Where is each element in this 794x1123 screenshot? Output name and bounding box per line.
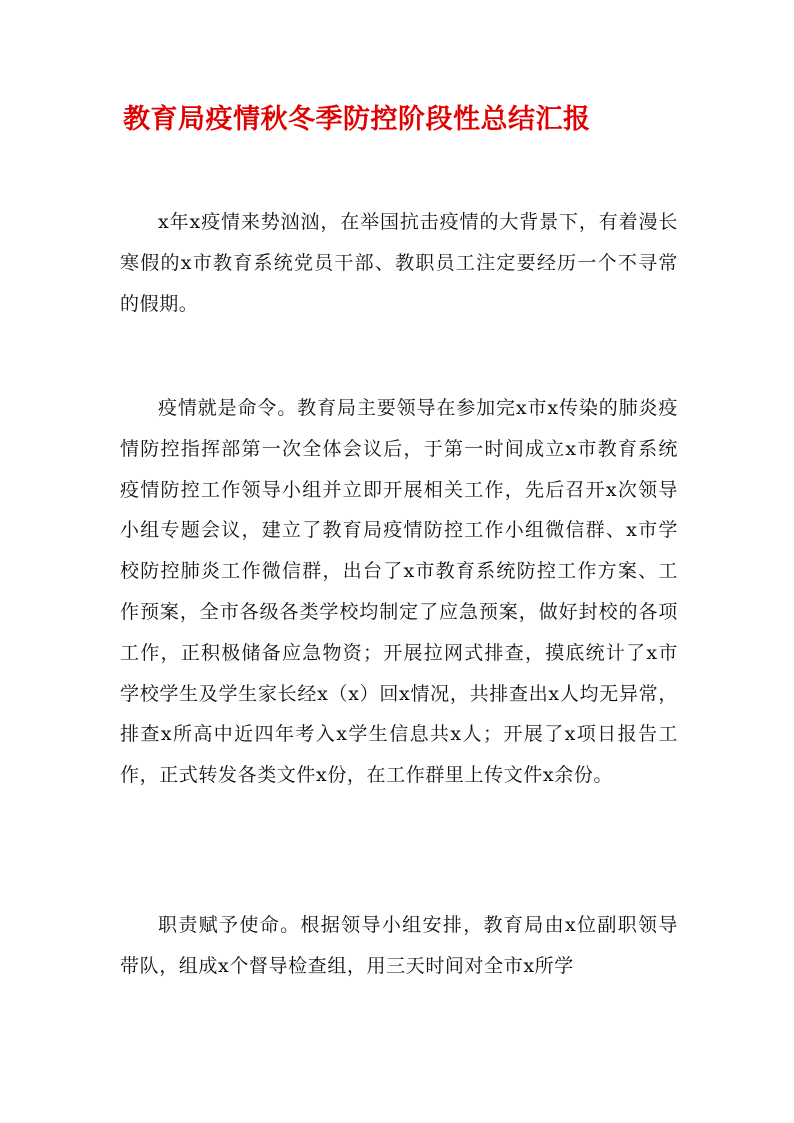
document-title: 教育局疫情秋冬季防控阶段性总结汇报: [123, 104, 591, 135]
paragraph-epidemic-command: 疫情就是命令。教育局主要领导在参加完x市x传染的肺炎疫情防控指挥部第一次全体会议后，于第一时间成立x市教育系统疫情防控工作领导小组并立即开展相关工作，先后召开x次领导小组专题会议，建立了教育局疫情防控工作小组微信群、x市学校防控肺炎工作微信群，出台了x市教育系统防控工作方案、工作预案，全市各级各类学校均制定了应急预案，做好封校的各项工作，正积极储备应急物资；开展拉网式排查，摸底统计了x市学校学生及学生家长经x（x）回x情况，共排查出x人均无异常，排查x所高中近四年考入x学生信息共x人；开展了x项日报告工作，正式转发各类文件x份，在工作群里上传文件x余份。: [120, 397, 678, 787]
paragraph-duty-mission: 职责赋予使命。根据领导小组安排，教育局由x位副职领导带队，组成x个督导检查组，用三天时间对全市x所学: [120, 914, 678, 977]
paragraph-intro: x年x疫情来势汹汹，在举国抗击疫情的大背景下，有着漫长寒假的x市教育系统党员干部、教职员工注定要经历一个不寻常的假期。: [120, 211, 678, 315]
